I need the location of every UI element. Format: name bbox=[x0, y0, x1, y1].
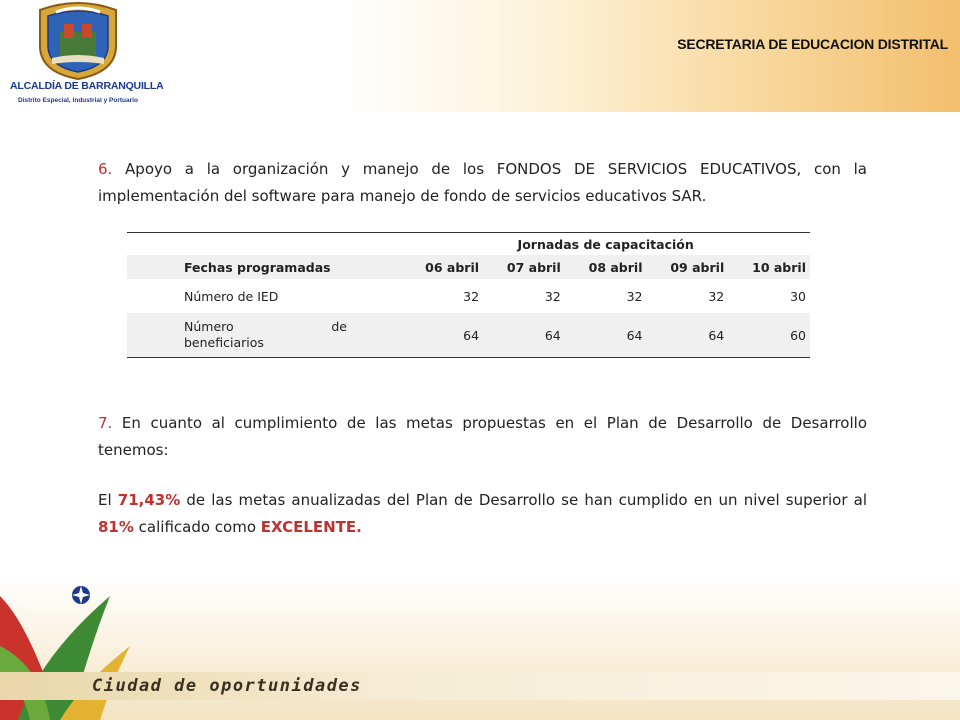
section-6-paragraph bbox=[98, 156, 867, 210]
star-icon bbox=[70, 584, 92, 606]
column-header-date: 06 abril bbox=[425, 259, 480, 275]
table-cell: 64 bbox=[708, 327, 725, 343]
row-label: Número de IED bbox=[184, 288, 279, 304]
table-cell: 32 bbox=[626, 288, 643, 304]
table-row bbox=[127, 313, 810, 358]
table-cell: 64 bbox=[626, 327, 643, 343]
table-group-header-row bbox=[127, 233, 810, 256]
row-label: Número de beneficiarios bbox=[184, 319, 347, 350]
section-7-number: 7. bbox=[98, 414, 113, 432]
table-cell: 32 bbox=[708, 288, 725, 304]
section-7-text: En cuanto al cumplimiento de las metas propuestas en el Plan de Desarrollo de Desarrollo tenemos: bbox=[98, 414, 867, 459]
table-cell: 60 bbox=[790, 327, 806, 343]
footer-banner bbox=[0, 576, 960, 720]
column-header-date: 07 abril bbox=[506, 259, 561, 275]
logo-name: ALCALDÍA DE BARRANQUILLA bbox=[10, 80, 164, 92]
coat-of-arms-icon bbox=[30, 2, 126, 80]
city-logo bbox=[4, 2, 164, 110]
group-header: Jornadas de capacitación bbox=[517, 236, 694, 252]
table-cell: 30 bbox=[790, 288, 806, 304]
table-cell: 64 bbox=[463, 327, 480, 343]
level-percentage: 81% bbox=[98, 518, 134, 536]
table-header-row bbox=[127, 255, 810, 279]
rating-label: EXCELENTE. bbox=[260, 518, 362, 536]
slogan: Ciudad de oportunidades bbox=[92, 676, 362, 696]
section-6-number: 6. bbox=[98, 160, 113, 178]
goals-paragraph: El 71,43% de las metas anualizadas del Plan de Desarrollo se han cumplido en un nivel superior al 81% calificado como EXCELENTE. bbox=[98, 491, 867, 536]
section-6-text: Apoyo a la organización y manejo de los FONDOS DE SERVICIOS EDUCATIVOS, con la implementación del software para manejo de fondo de servicios educativos SAR. bbox=[98, 160, 867, 205]
table-cell: 32 bbox=[544, 288, 561, 304]
table-cell: 32 bbox=[463, 288, 480, 304]
section-7-paragraph bbox=[98, 410, 867, 464]
table-cell: 64 bbox=[544, 327, 561, 343]
column-header-date: 08 abril bbox=[588, 259, 643, 275]
department-title: SECRETARIA DE EDUCACION DISTRITAL bbox=[677, 36, 948, 52]
table-row bbox=[127, 279, 810, 313]
logo-subtitle: Distrito Especial, Industrial y Portuario bbox=[18, 97, 138, 104]
column-header-date: 09 abril bbox=[670, 259, 725, 275]
goals-percentage: 71,43% bbox=[117, 491, 181, 509]
training-schedule-table bbox=[127, 232, 810, 358]
column-header-label: Fechas programadas bbox=[184, 259, 331, 275]
column-header-date: 10 abril bbox=[752, 259, 806, 275]
